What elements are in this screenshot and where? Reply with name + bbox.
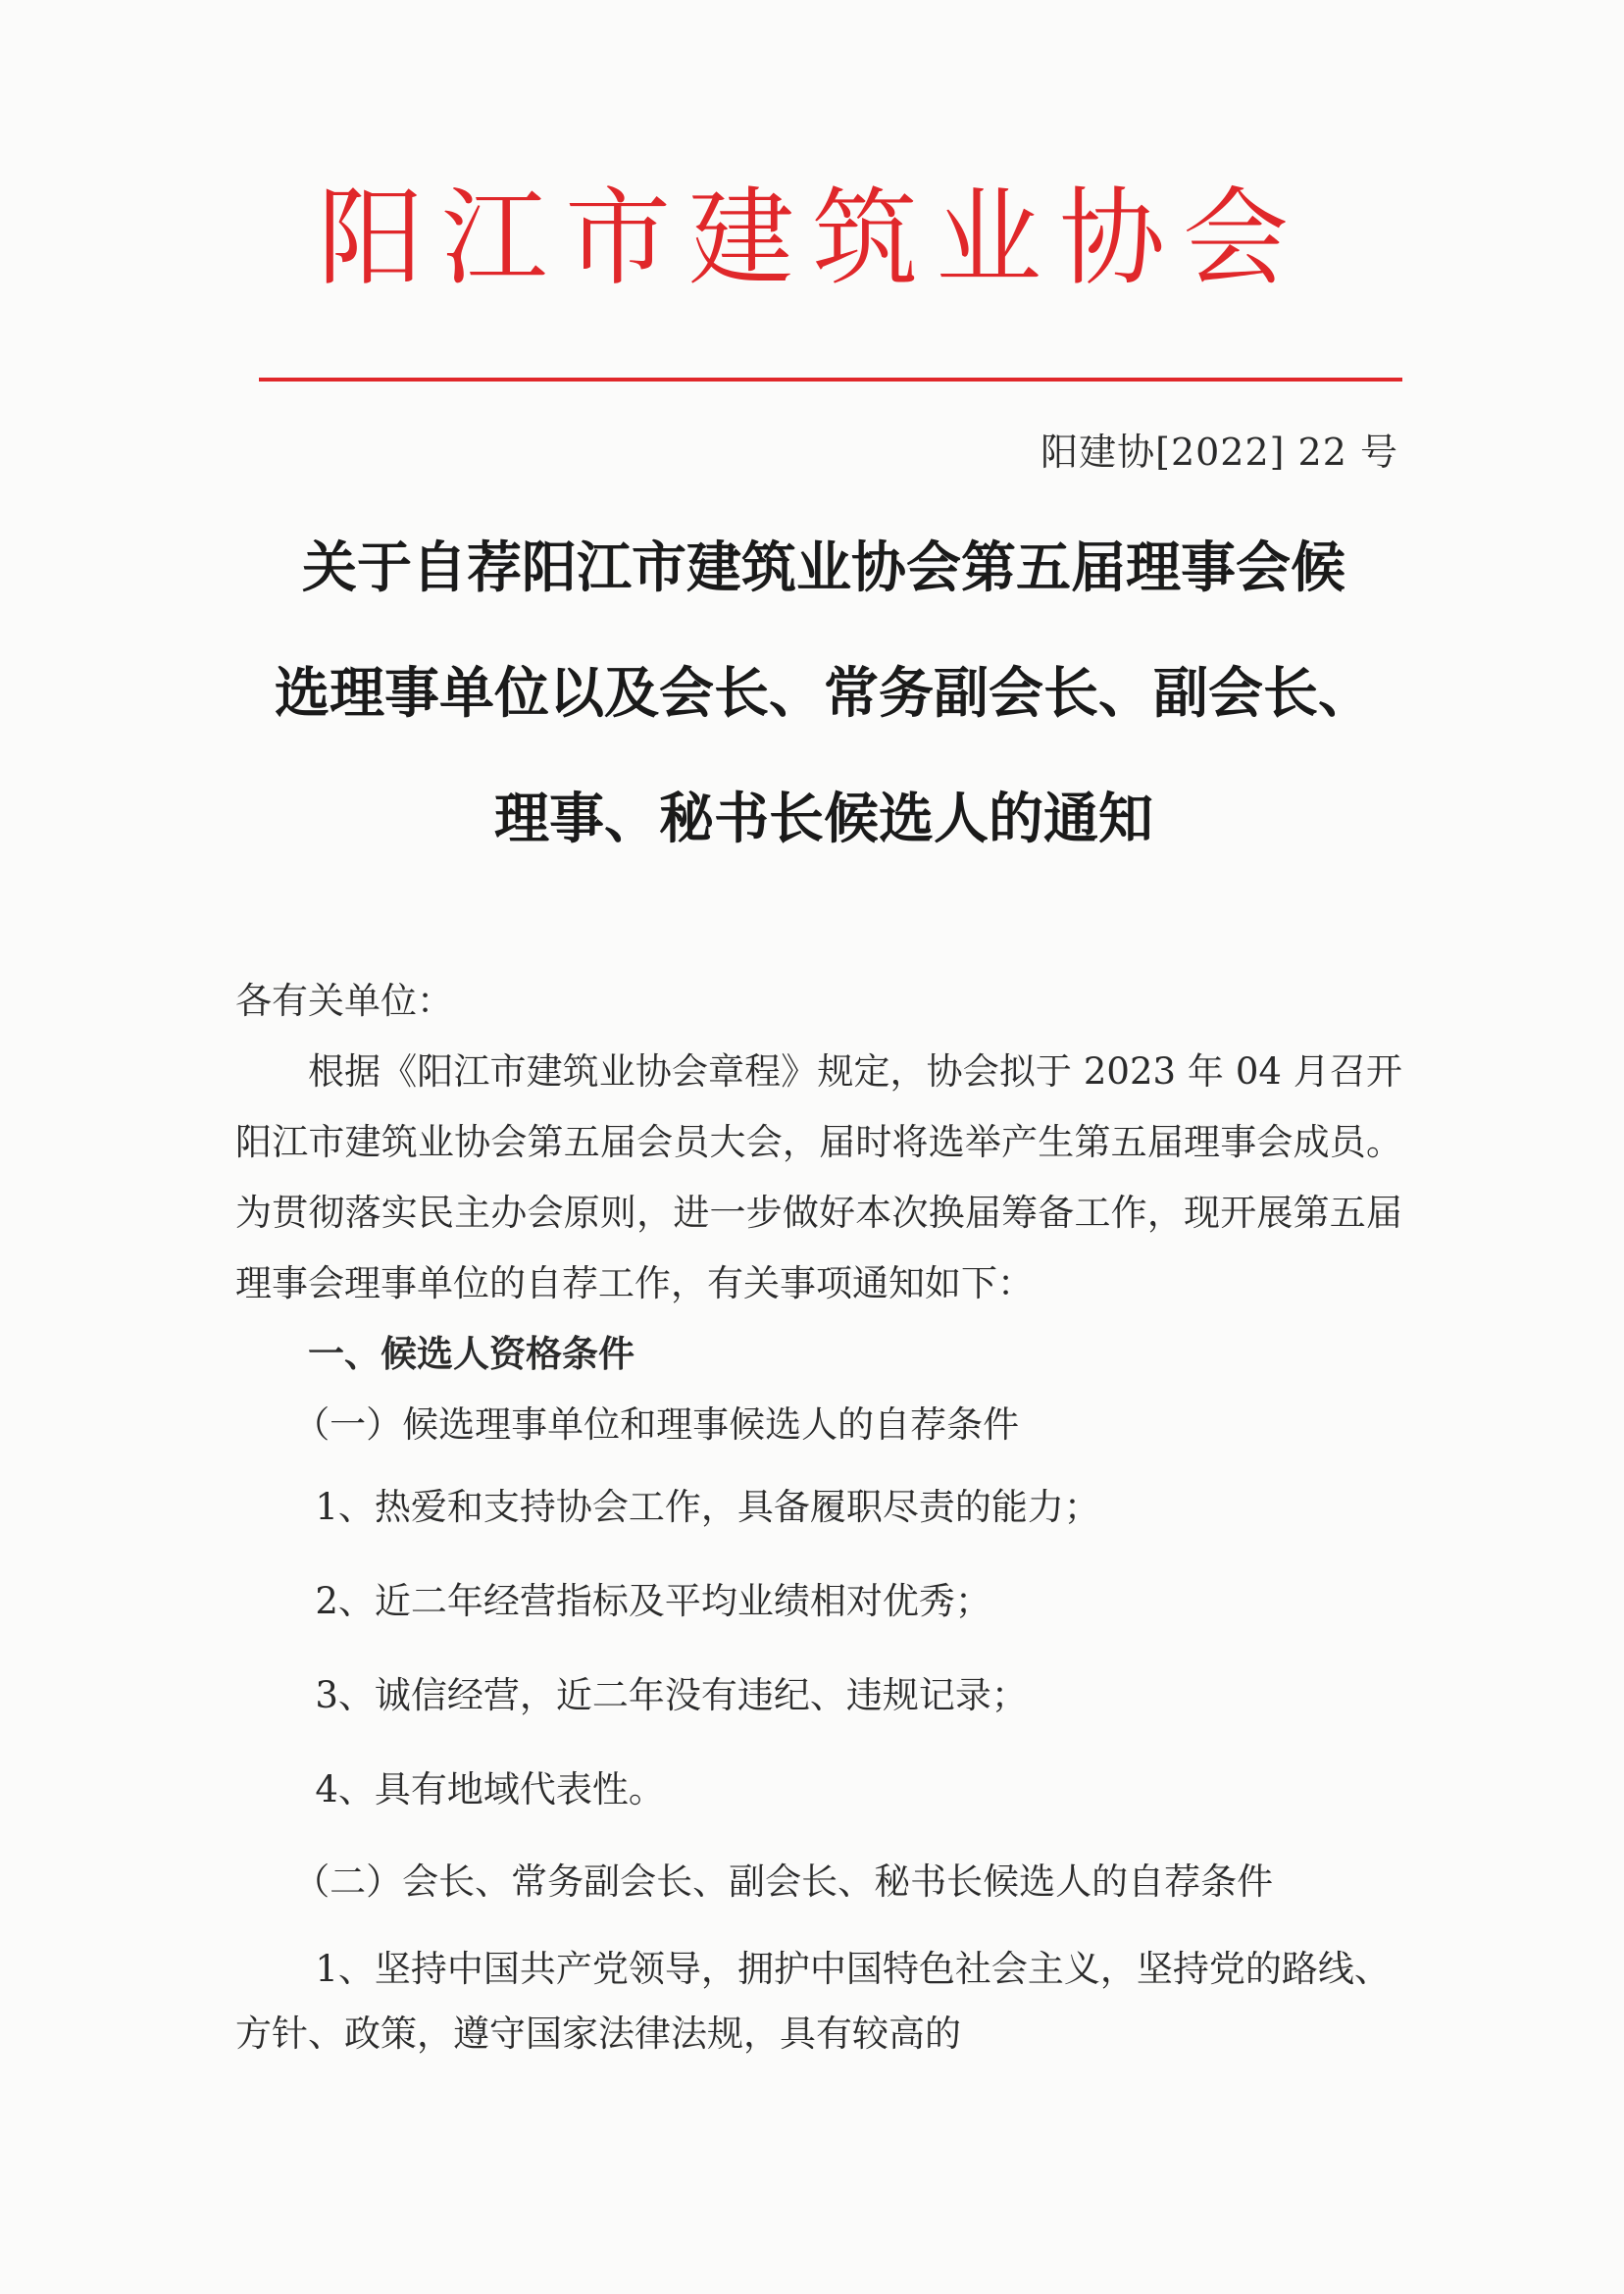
notice-title-line3: 理事、秘书长候选人的通知: [494, 787, 1153, 851]
condition-item-3: 3、诚信经营，近二年没有违纪、违规记录；: [315, 1674, 1028, 1716]
notice-title: [235, 505, 1412, 882]
condition-item-2: 2、近二年经营指标及平均业绩相对优秀；: [315, 1580, 991, 1622]
letterhead-red-rule: [259, 378, 1402, 382]
document-number: 阳建协[2022] 22 号: [1040, 431, 1398, 474]
notice-title-line1: 关于自荐阳江市建筑业协会第五届理事会候: [302, 535, 1345, 600]
notice-body: [235, 966, 1402, 2066]
officer-condition-item-1: 1、坚持中国共产党领导，拥护中国特色社会主义，坚持党的路线、方针、政策，遵守国家法律法规，具有较高的: [235, 1948, 1391, 2055]
condition-item-4: 4、具有地域代表性。: [315, 1768, 665, 1810]
notice-title-line2: 选理事单位以及会长、常务副会长、副会长、: [275, 661, 1373, 726]
condition-item-1: 1、热爱和支持协会工作，具备履职尽责的能力；: [315, 1486, 1100, 1528]
subsection-heading-officers: （二）会长、常务副会长、副会长、秘书长候选人的自荐条件: [293, 1861, 1274, 1903]
intro-paragraph: 根据《阳江市建筑业协会章程》规定，协会拟于 2023 年 04 月召开阳江市建筑业协会第五届会员大会，届时将选举产生第五届理事会成员。为贯彻落实民主办会原则，进一步做好本次换届筹备工作，现开展第五届理事会理事单位的自荐工作，有关事项通知如下：: [235, 1050, 1402, 1304]
section-heading-qualifications: 一、候选人资格条件: [308, 1333, 634, 1375]
letterhead-org-name: 阳江市建筑业协会: [317, 178, 1306, 300]
salutation: 各有关单位：: [235, 980, 453, 1022]
subsection-heading-director-units: （一）候选理事单位和理事候选人的自荐条件: [293, 1403, 1020, 1446]
